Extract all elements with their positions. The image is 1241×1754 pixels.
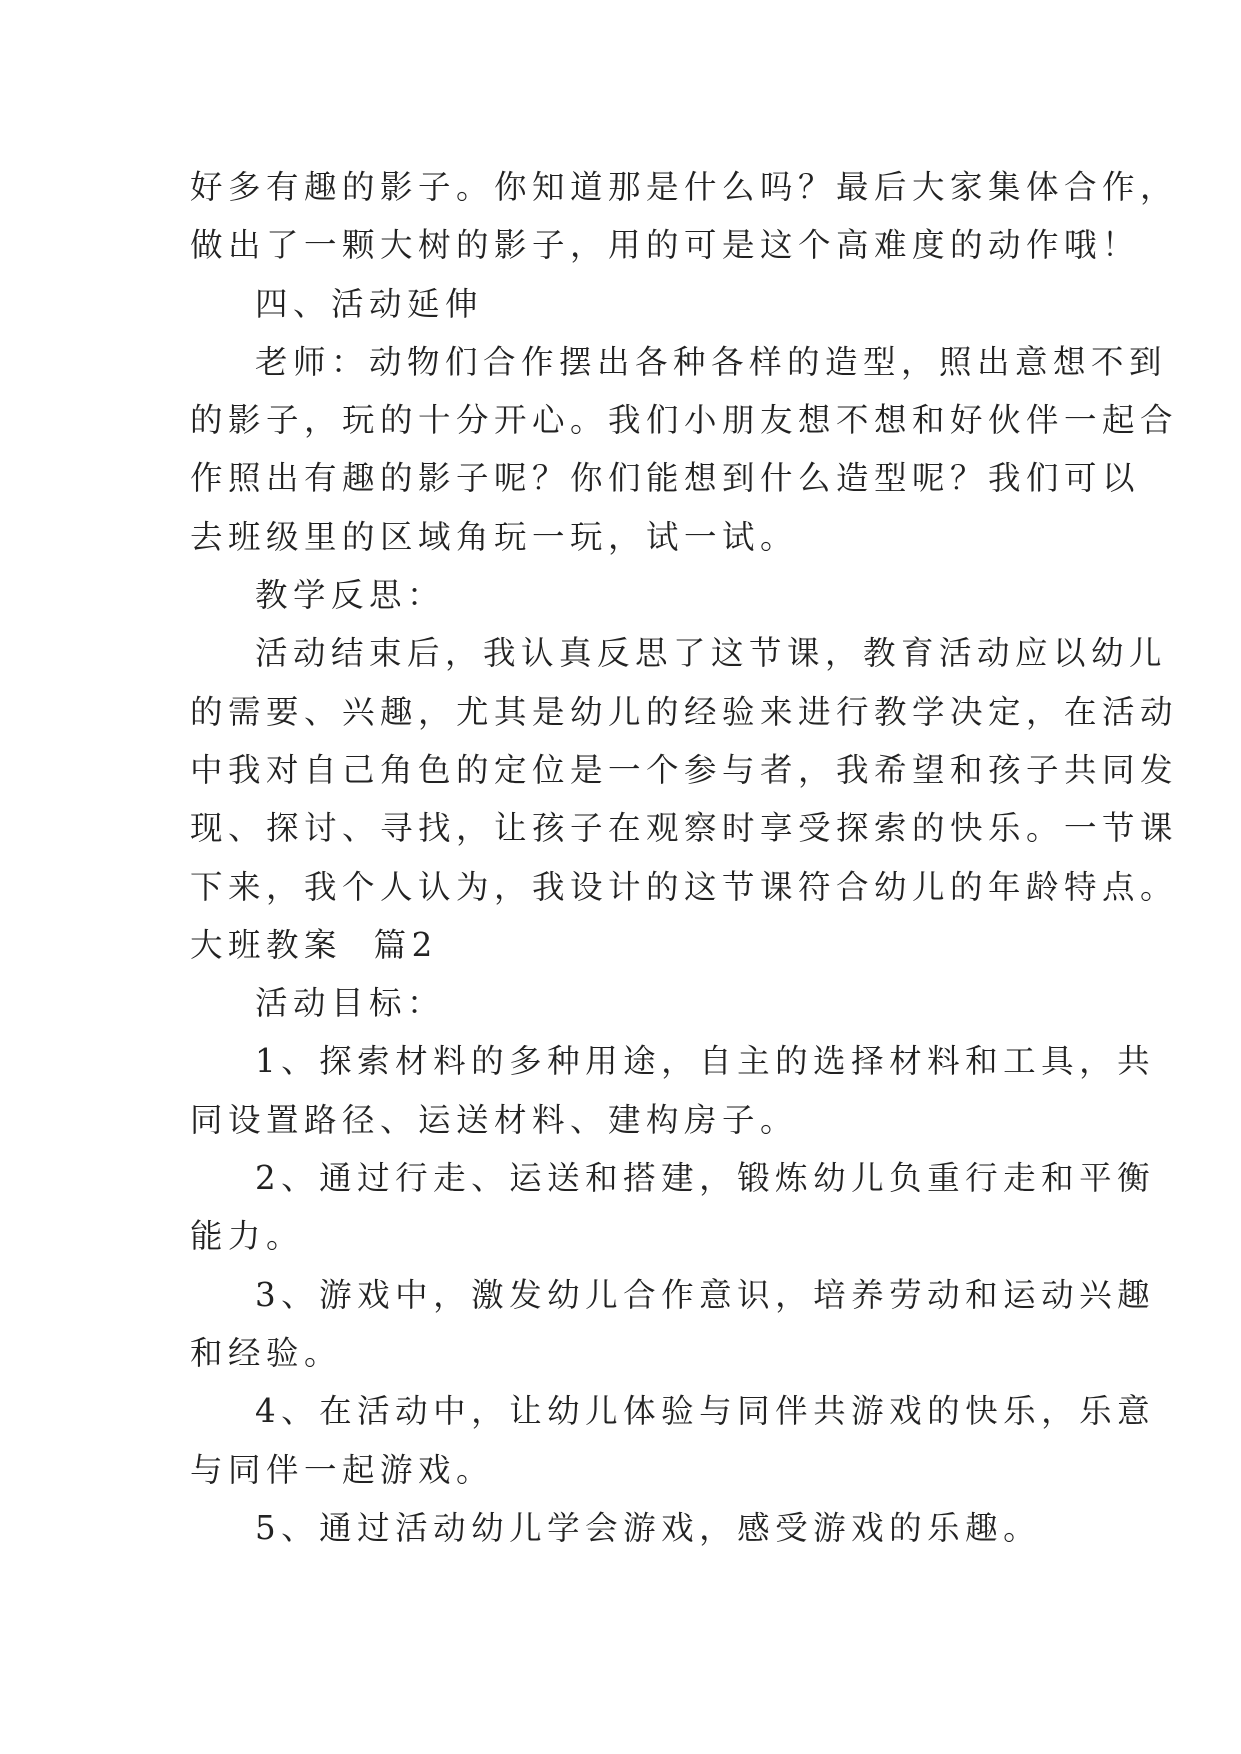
text-line: 下来，我个人认为，我设计的这节课符合幼儿的年龄特点。 [190, 867, 1179, 906]
list-item-continuation: 同设置路径、运送材料、建构房子。 [190, 1100, 799, 1139]
text-line: 好多有趣的影子。你知道那是什么吗？最后大家集体合作， [190, 168, 1179, 206]
text-line: 现、探讨、寻找，让孩子在观察时享受探索的快乐。一节课 [190, 809, 1179, 848]
section-heading: 四、活动延伸 [255, 284, 484, 323]
text-line: 作照出有趣的影子呢？你们能想到什么造型呢？我们可以 [190, 459, 1141, 498]
list-item-continuation: 与同伴一起游戏。 [190, 1450, 495, 1489]
list-item: 5、通过活动幼儿学会游戏，感受游戏的乐趣。 [255, 1508, 1042, 1547]
text-line: 做出了一颗大树的影子，用的可是这个高难度的动作哦！ [190, 226, 1141, 265]
text-line: 中我对自己角色的定位是一个参与者，我希望和孩子共同发 [190, 750, 1179, 789]
list-item: 2、通过行走、运送和搭建，锻炼幼儿负重行走和平衡 [255, 1159, 1156, 1198]
list-item-continuation: 能力。 [190, 1217, 305, 1256]
list-item: 1、探索材料的多种用途，自主的选择材料和工具，共 [255, 1042, 1156, 1081]
section-heading: 活动目标： [255, 984, 446, 1023]
section-heading: 教学反思： [255, 576, 446, 615]
text-line: 的影子，玩的十分开心。我们小朋友想不想和好伙伴一起合 [190, 401, 1179, 440]
text-line: 活动结束后，我认真反思了这节课，教育活动应以幼儿 [255, 634, 1168, 673]
text-line: 老师：动物们合作摆出各种各样的造型，照出意想不到 [255, 342, 1168, 381]
list-item: 4、在活动中，让幼儿体验与同伴共游戏的快乐，乐意 [255, 1392, 1156, 1431]
list-item-continuation: 和经验。 [190, 1333, 343, 1372]
text-line: 去班级里的区域角玩一玩，试一试。 [190, 517, 799, 556]
list-item: 3、游戏中，激发幼儿合作意识，培养劳动和运动兴趣 [255, 1275, 1156, 1314]
document-title: 大班教案 篇2 [190, 925, 438, 964]
document-body [190, 158, 1179, 1557]
text-line: 的需要、兴趣，尤其是幼儿的经验来进行教学决定，在活动 [190, 692, 1179, 731]
